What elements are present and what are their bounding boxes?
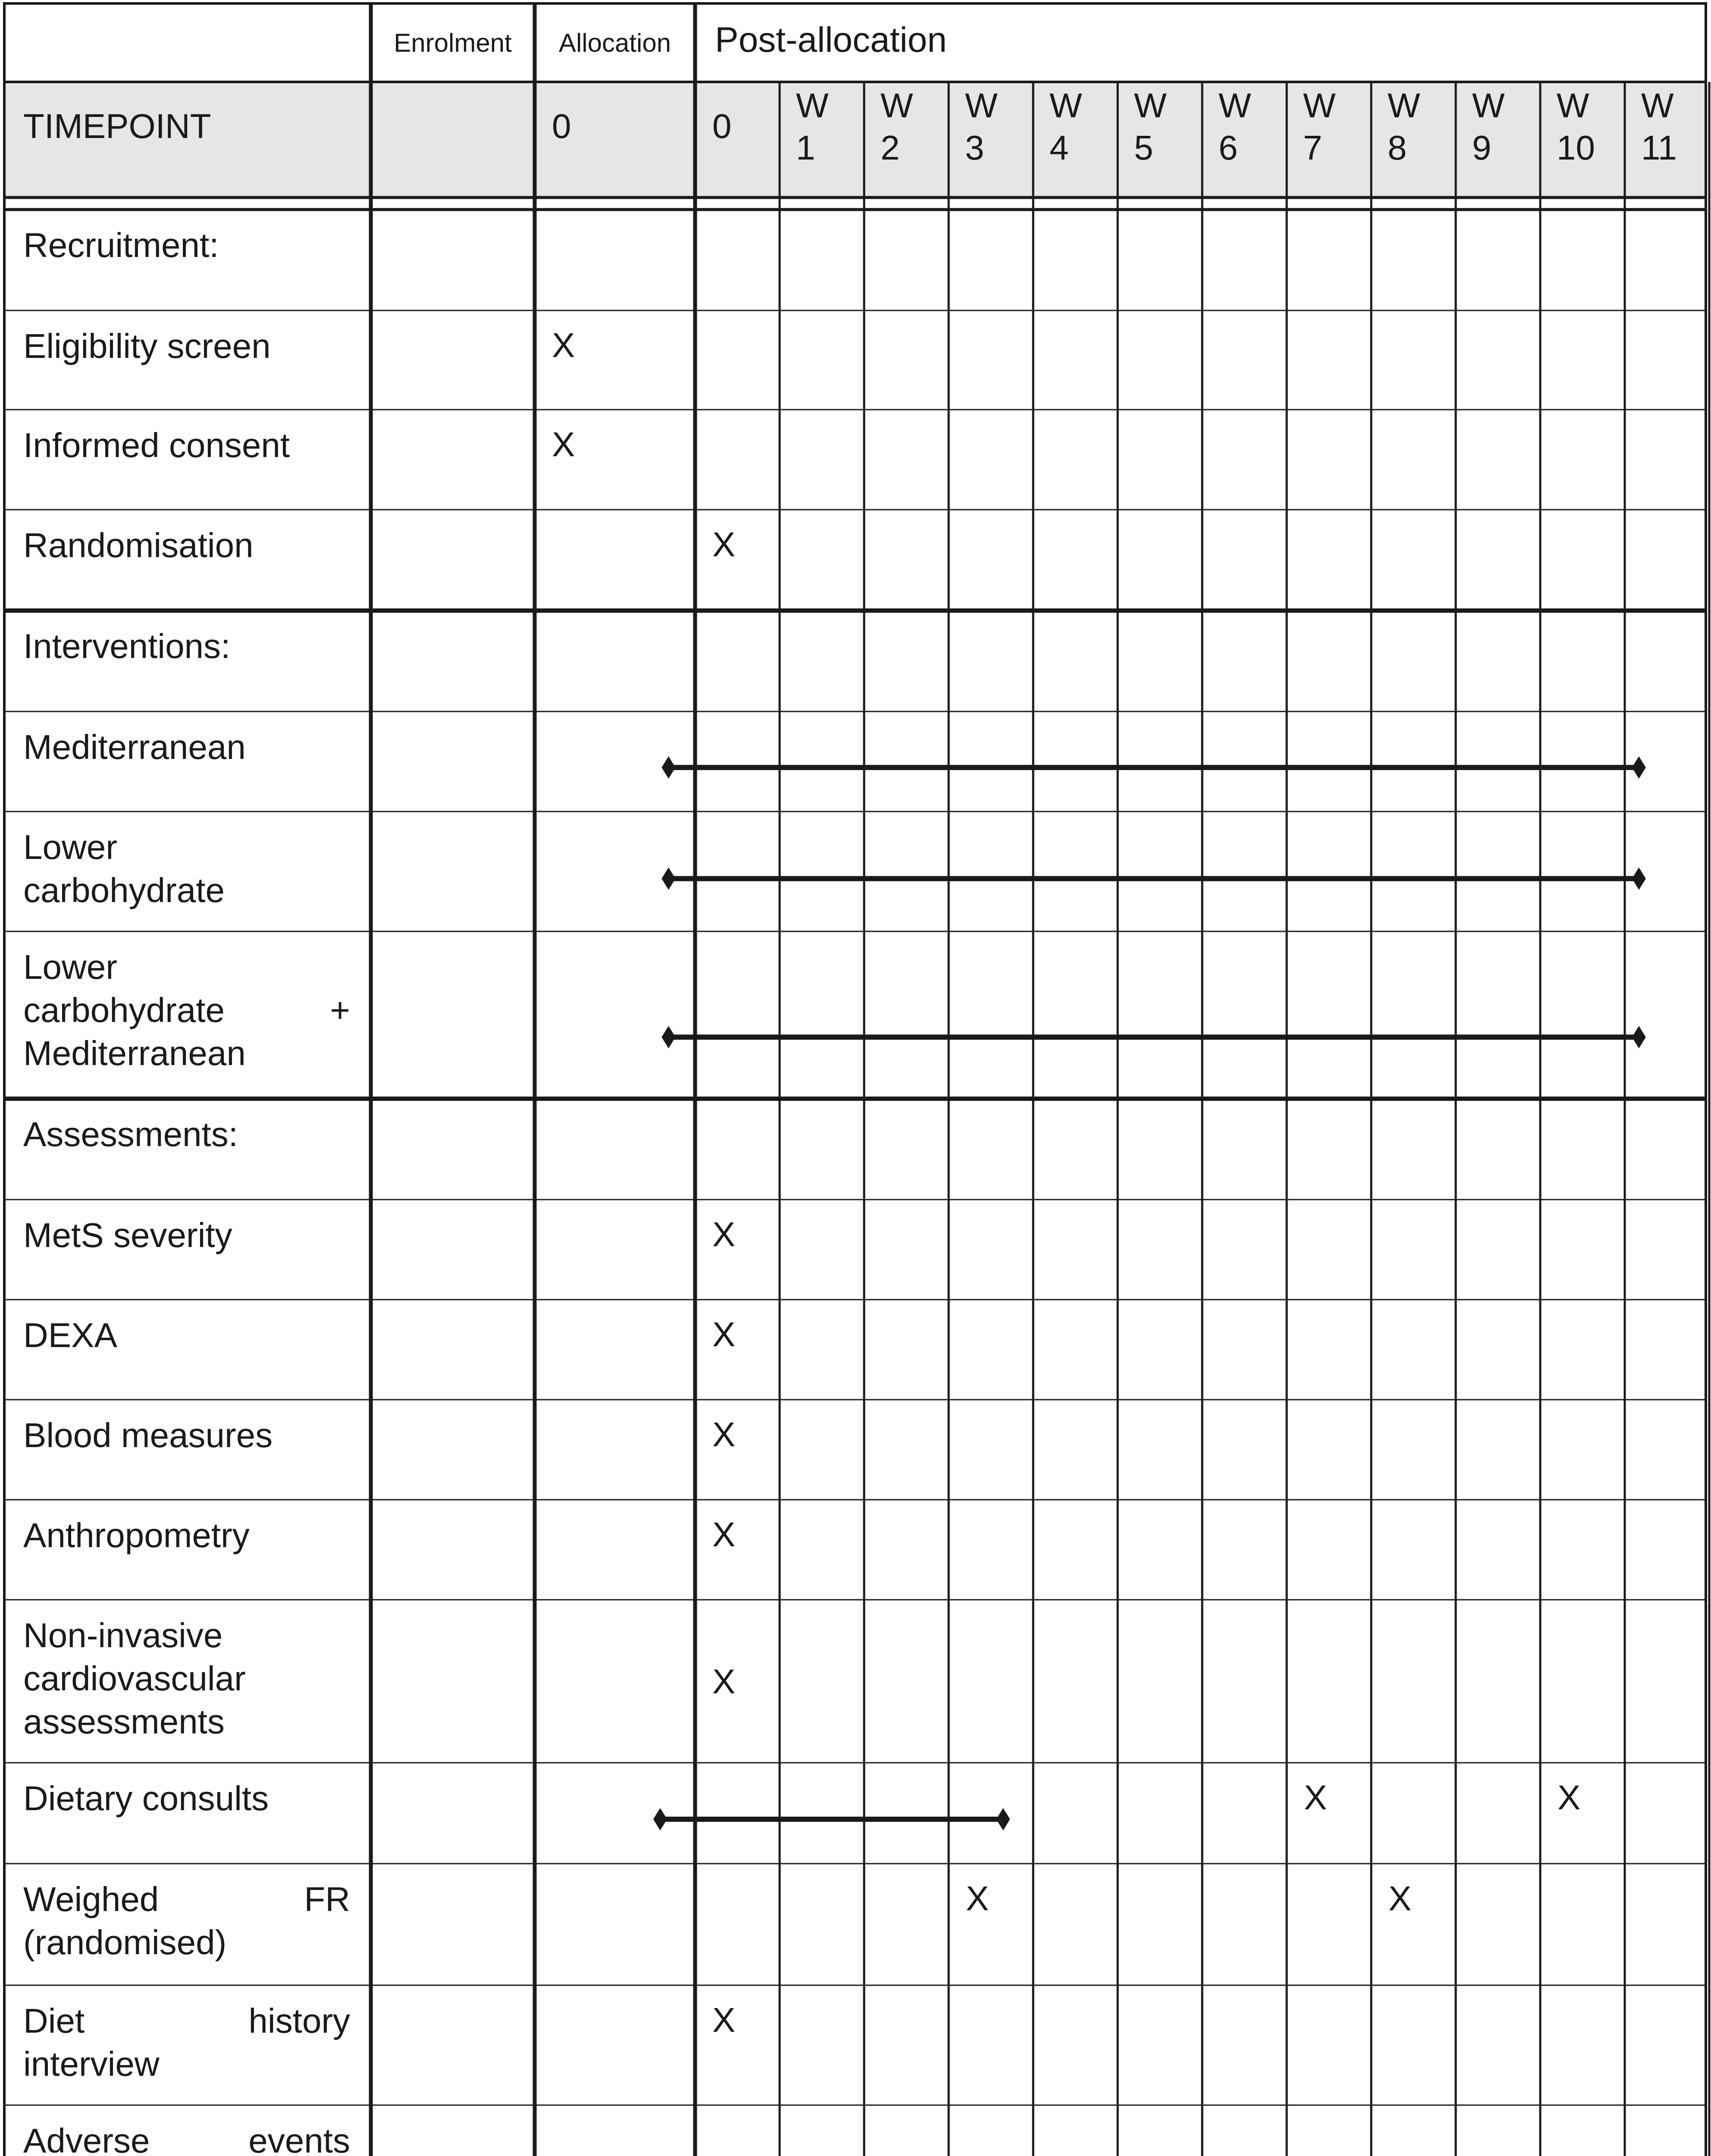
timepoint-value: W 7 [1303, 86, 1336, 167]
row-label: Lower carbohydrate + Mediterranean [23, 948, 350, 1072]
x-mark: X [552, 425, 575, 464]
phase-label-allocation: Allocation [558, 28, 671, 57]
timepoint-value: W 2 [881, 86, 913, 167]
x-mark: X [712, 1415, 736, 1454]
row-label: DEXA [23, 1316, 117, 1354]
x-mark: X [552, 326, 575, 364]
duration-bar [661, 868, 1645, 890]
timepoint-label: TIMEPOINT [23, 107, 211, 145]
timepoint-value: W 11 [1641, 86, 1677, 167]
duration-endpoint [653, 1808, 667, 1830]
timepoint-value: 0 [712, 107, 732, 145]
timepoint-value: W 3 [965, 86, 998, 167]
phase-label-enrolment: Enrolment [394, 28, 512, 57]
row-label: Adverse events [23, 2122, 350, 2156]
timepoint-value: 0 [552, 107, 571, 145]
x-mark: X [712, 1662, 736, 1701]
row-label: Mediterranean [23, 728, 246, 766]
grid-lines [4, 3, 1709, 2156]
row-label: Blood measures [23, 1416, 273, 1454]
phase-label-post-allocation: Post-allocation [715, 20, 947, 60]
row-label: Lower carbohydrate [23, 828, 225, 909]
x-mark: X [966, 1879, 989, 1918]
duration-endpoint [1632, 868, 1646, 890]
timepoint-value: W 5 [1134, 86, 1167, 167]
header-timepoint-band [4, 82, 1706, 197]
row-label: MetS severity [23, 1216, 232, 1254]
x-mark: X [712, 525, 736, 564]
timepoint-value: W 10 [1557, 86, 1595, 167]
duration-endpoint [661, 1026, 675, 1048]
row-label: Weighed FR (randomised) [23, 1880, 350, 1962]
timepoint-value: W 6 [1219, 86, 1251, 167]
duration-bar [653, 1808, 1010, 1830]
row-label: Non-invasive cardiovascular assessments [23, 1616, 246, 1741]
timepoint-value: W 1 [796, 86, 829, 167]
x-mark: X [712, 1515, 736, 1554]
row-label: Assessments: [23, 1115, 238, 1153]
row-label: Diet history interview [23, 2002, 350, 2083]
row-label: Recruitment: [23, 226, 219, 264]
table-frame [4, 3, 1706, 2156]
x-mark: X [712, 2001, 736, 2039]
x-mark: X [712, 1215, 736, 1253]
row-label: Anthropometry [23, 1516, 250, 1554]
timepoint-value: W 4 [1050, 86, 1082, 167]
header-separator-gap [4, 197, 1706, 210]
duration-endpoint [996, 1808, 1010, 1830]
timepoint-value: W 8 [1388, 86, 1420, 167]
duration-endpoint [1632, 1026, 1646, 1048]
row-label: Interventions: [23, 627, 231, 665]
x-mark: X [1388, 1879, 1412, 1918]
duration-endpoint [1632, 756, 1646, 779]
x-mark: X [712, 1315, 736, 1354]
duration-endpoint [661, 756, 675, 779]
row-label: Informed consent [23, 426, 290, 464]
duration-bar [661, 1026, 1645, 1048]
x-mark: X [1304, 1778, 1327, 1817]
duration-bar [661, 756, 1645, 779]
row-label: Randomisation [23, 526, 254, 564]
row-label: Dietary consults [23, 1779, 269, 1818]
duration-endpoint [661, 868, 675, 890]
timepoint-value: W 9 [1472, 86, 1505, 167]
x-mark: X [1557, 1778, 1581, 1817]
row-label: Eligibility screen [23, 327, 271, 365]
